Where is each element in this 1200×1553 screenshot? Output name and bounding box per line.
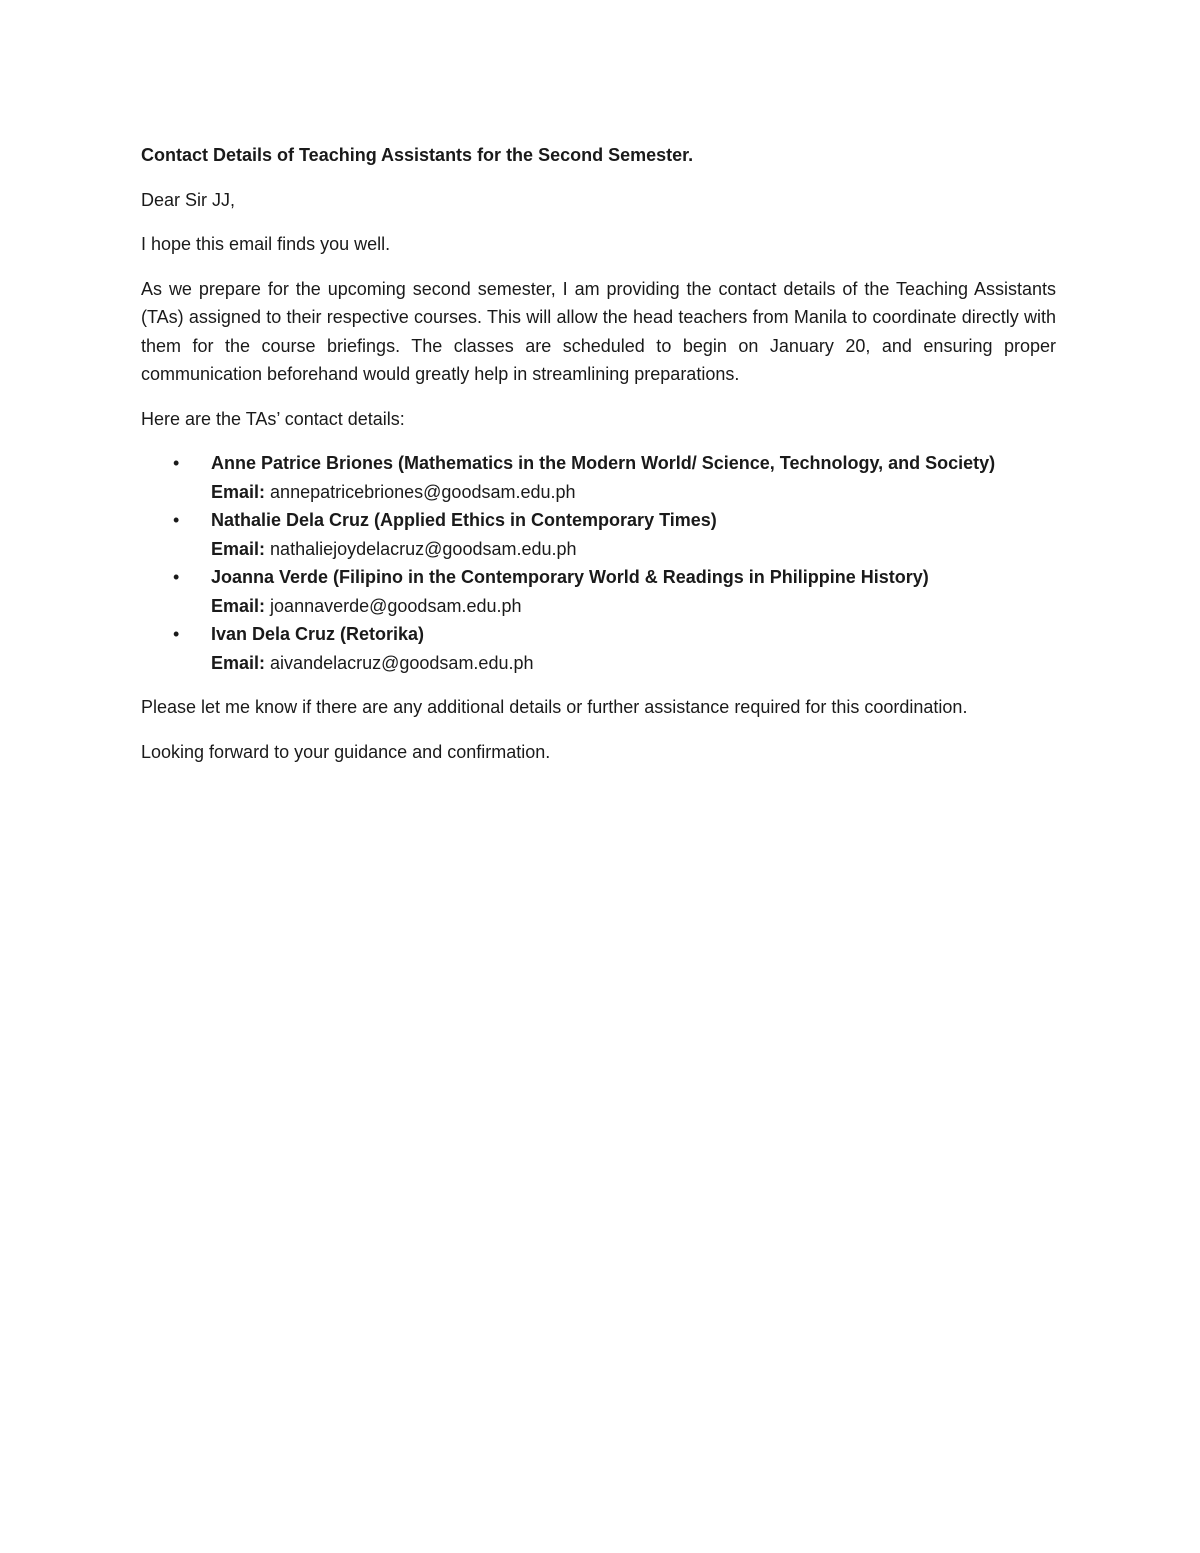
bullet-icon: • bbox=[173, 567, 180, 587]
ta-email-line bbox=[211, 649, 1056, 678]
greeting: Dear Sir JJ, bbox=[141, 189, 236, 210]
ta-email[interactable]: annepatricebriones@goodsam.edu.ph bbox=[270, 481, 576, 502]
list-item bbox=[141, 620, 1056, 677]
ta-email-line bbox=[211, 478, 1056, 507]
closing-request: Please let me know if there are any additional details or further assistance required for this coordination. bbox=[141, 697, 968, 717]
email-label: Email: bbox=[211, 538, 266, 559]
closing-line: Looking forward to your guidance and confirmation. bbox=[141, 741, 551, 762]
document-page bbox=[141, 141, 1056, 782]
email-label: Email: bbox=[211, 481, 266, 502]
list-item bbox=[141, 506, 1056, 563]
ta-name: Joanna Verde (Filipino in the Contemporary World & Readings in Philippine History) bbox=[211, 567, 929, 587]
bullet-icon: • bbox=[173, 510, 180, 530]
ta-name: Ivan Dela Cruz (Retorika) bbox=[211, 624, 425, 644]
ta-contact-list bbox=[141, 449, 1056, 677]
bullet-icon: • bbox=[173, 453, 180, 473]
document-title: Contact Details of Teaching Assistants for the Second Semester. bbox=[141, 145, 694, 165]
list-item bbox=[141, 449, 1056, 506]
ta-email-line bbox=[211, 535, 1056, 564]
list-item bbox=[141, 563, 1056, 620]
opening-line: I hope this email finds you well. bbox=[141, 234, 391, 254]
ta-name: Anne Patrice Briones (Mathematics in the Modern World/ Science, Technology, and Society) bbox=[211, 453, 996, 473]
ta-email[interactable]: nathaliejoydelacruz@goodsam.edu.ph bbox=[270, 538, 577, 559]
email-label: Email: bbox=[211, 595, 266, 616]
body-paragraph: As we prepare for the upcoming second semester, I am providing the contact details of the Teaching Assistants (TAs) assigned to their respective courses. This will allow the head teachers from Manila to coordinate directly with them for the course briefings. The classes are scheduled to begin on January 20, and ensuring proper communication beforehand would greatly help in streamlining preparations. bbox=[141, 278, 1056, 384]
ta-email[interactable]: joannaverde@goodsam.edu.ph bbox=[270, 595, 522, 616]
ta-email-line bbox=[211, 592, 1056, 621]
bullet-icon: • bbox=[173, 624, 180, 644]
ta-email[interactable]: aivandelacruz@goodsam.edu.ph bbox=[270, 652, 534, 673]
list-intro: Here are the TAs’ contact details: bbox=[141, 408, 405, 429]
ta-name: Nathalie Dela Cruz (Applied Ethics in Contemporary Times) bbox=[211, 510, 717, 530]
email-label: Email: bbox=[211, 652, 266, 673]
